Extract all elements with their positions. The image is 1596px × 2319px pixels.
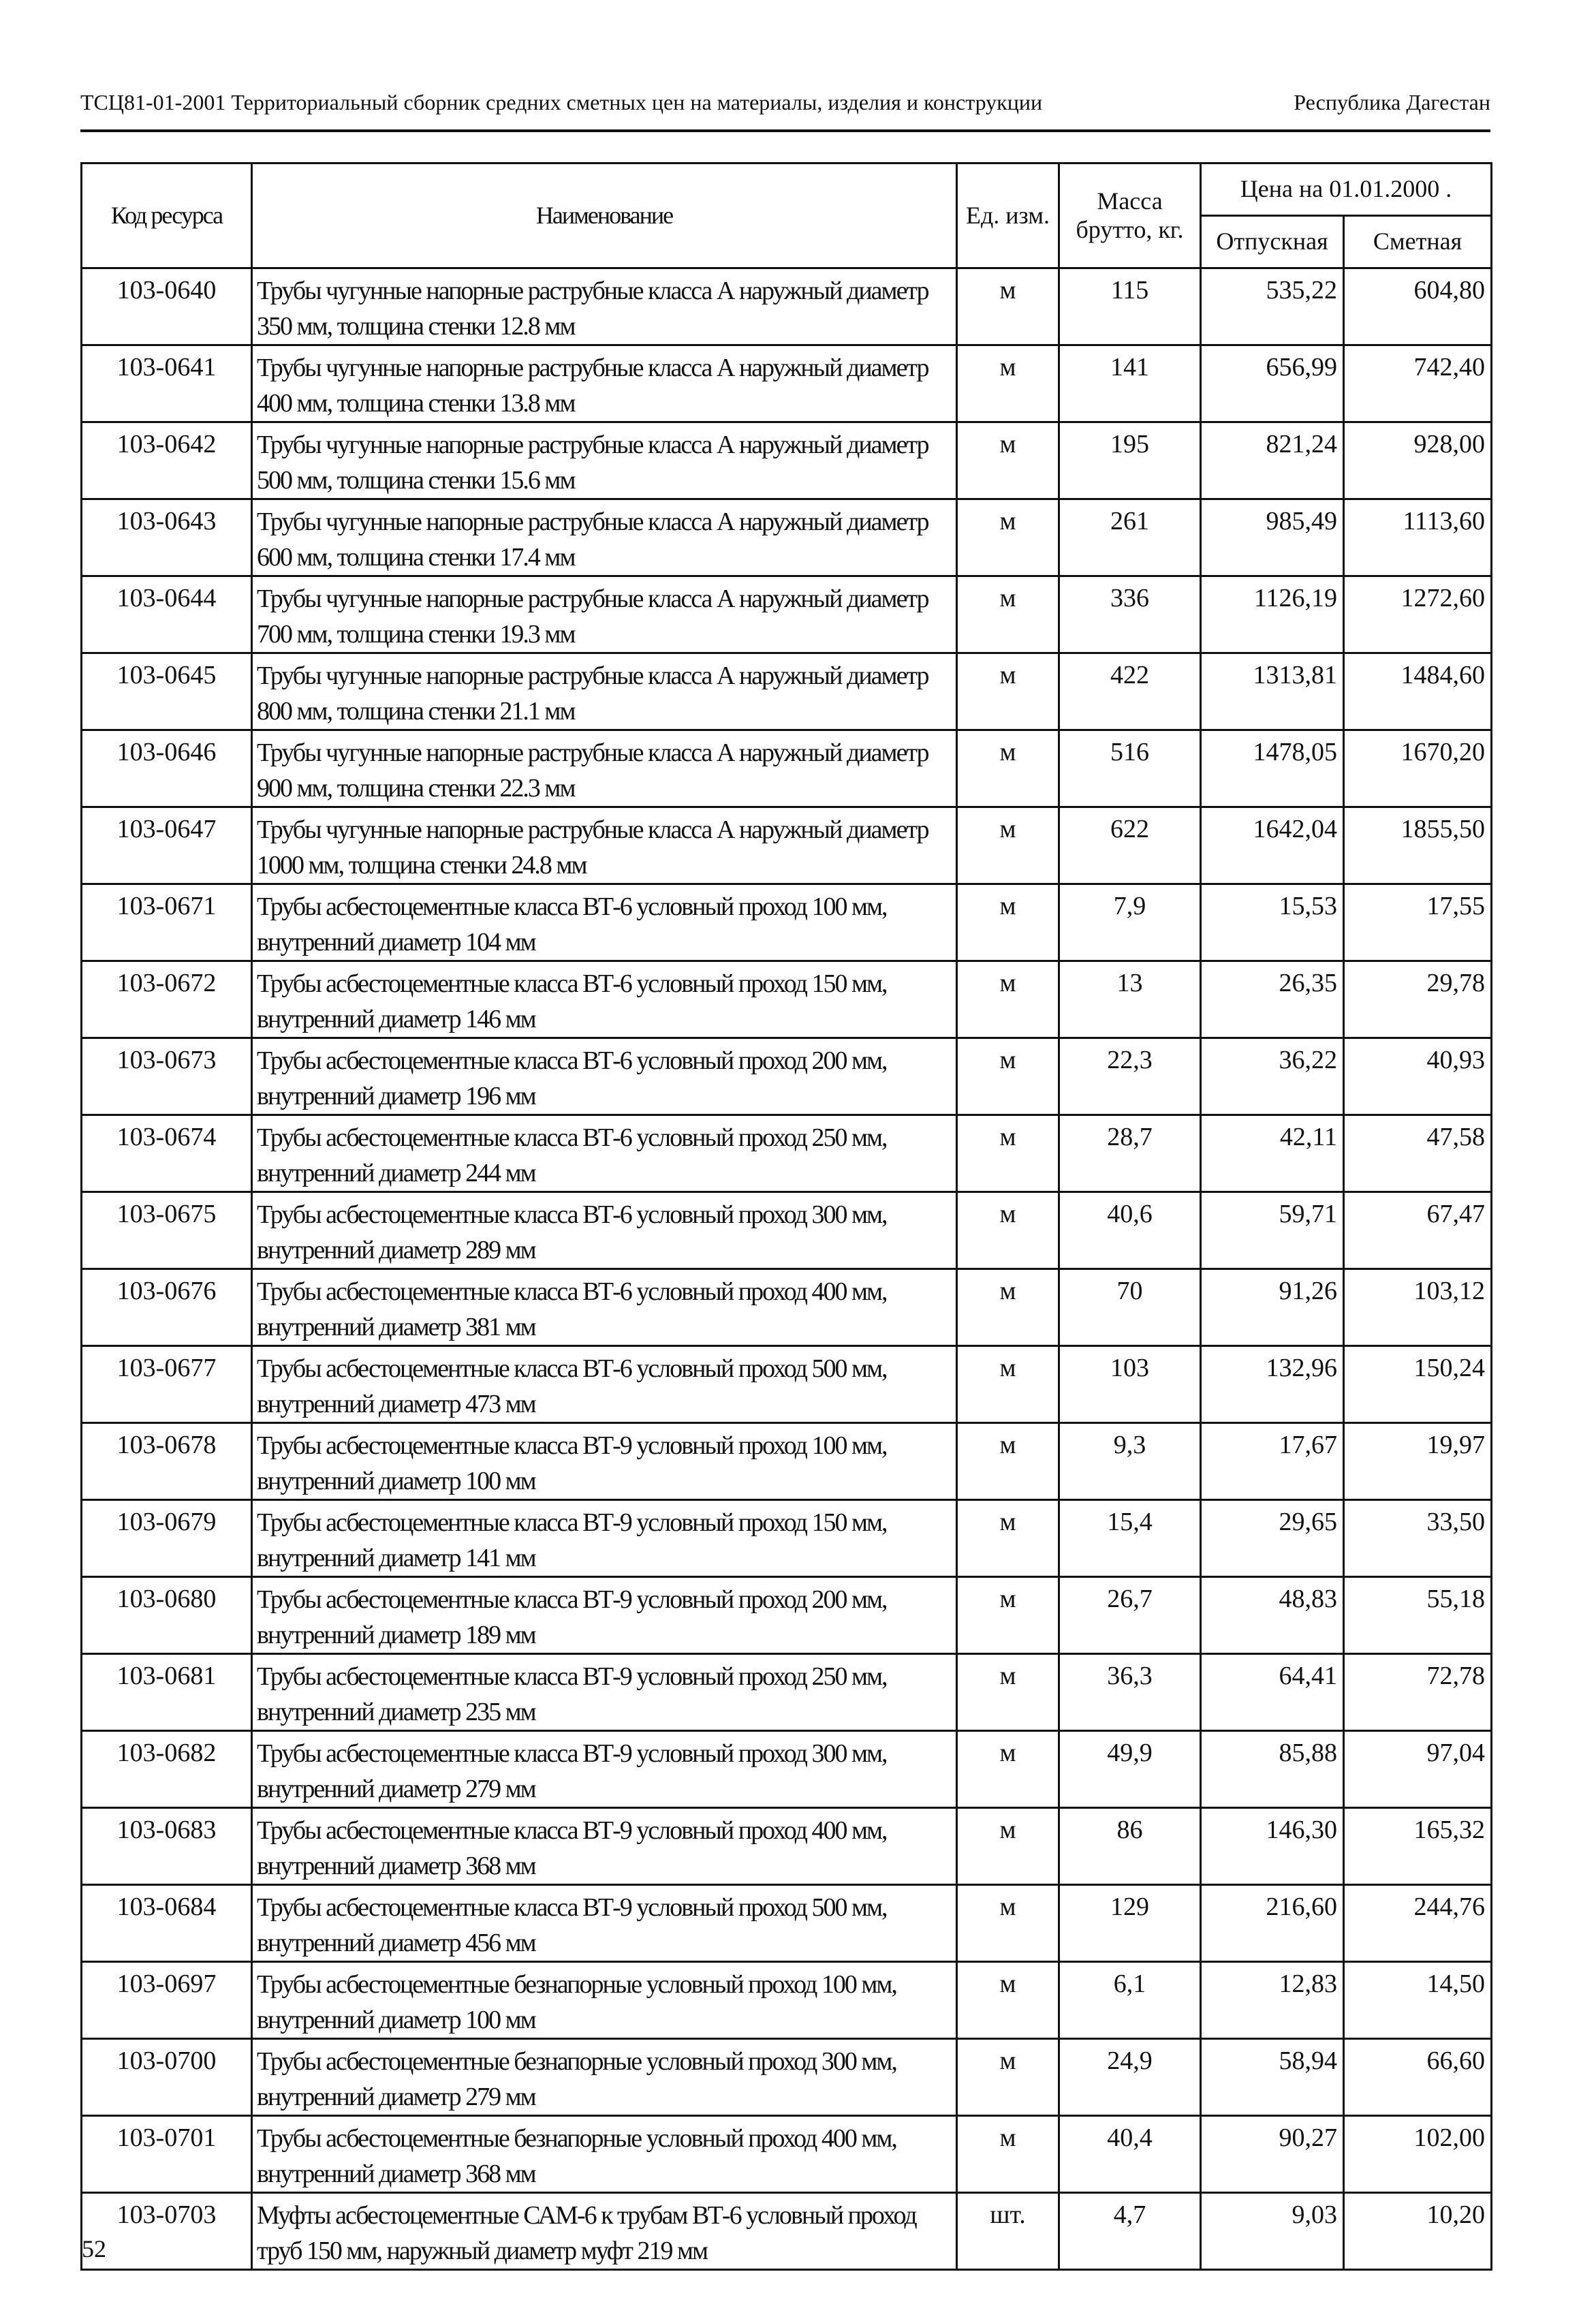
row-mass: 195 xyxy=(1059,422,1201,499)
row-mass: 6,1 xyxy=(1059,1962,1201,2039)
row-name: Трубы чугунные напорные раструбные класса А наружный диаметр 1000 мм, толщина стенки 24.8 мм xyxy=(252,807,957,884)
row-unit: м xyxy=(957,961,1059,1038)
row-name: Трубы асбестоцементные класса ВТ-6 условный проход 300 мм, внутренний диаметр 289 мм xyxy=(252,1192,957,1269)
table-row xyxy=(82,961,1492,1038)
row-code: 103-0647 xyxy=(82,807,252,884)
row-code: 103-0641 xyxy=(82,345,252,422)
row-estimate-price: 66,60 xyxy=(1344,2039,1492,2116)
row-mass: 516 xyxy=(1059,730,1201,807)
row-unit: м xyxy=(957,1654,1059,1731)
row-mass: 40,6 xyxy=(1059,1192,1201,1269)
row-release-price: 64,41 xyxy=(1201,1654,1344,1731)
row-estimate-price: 97,04 xyxy=(1344,1731,1492,1808)
row-release-price: 1126,19 xyxy=(1201,576,1344,653)
table-row xyxy=(82,1577,1492,1654)
row-code: 103-0684 xyxy=(82,1885,252,1962)
table-row xyxy=(82,807,1492,884)
collection-title: ТСЦ81-01-2001 Территориальный сборник средних сметных цен на материалы, изделия и конструкции xyxy=(80,90,1043,114)
row-unit: м xyxy=(957,884,1059,961)
row-unit: м xyxy=(957,1346,1059,1423)
table-row xyxy=(82,1423,1492,1500)
table-row xyxy=(82,884,1492,961)
row-estimate-price: 47,58 xyxy=(1344,1115,1492,1192)
row-release-price: 1313,81 xyxy=(1201,653,1344,730)
row-code: 103-0679 xyxy=(82,1500,252,1577)
row-name: Трубы асбестоцементные класса ВТ-9 условный проход 500 мм, внутренний диаметр 456 мм xyxy=(252,1885,957,1962)
page-header xyxy=(80,90,1490,115)
row-mass: 22,3 xyxy=(1059,1038,1201,1115)
row-name: Трубы асбестоцементные безнапорные условный проход 300 мм, внутренний диаметр 279 мм xyxy=(252,2039,957,2116)
row-name: Трубы чугунные напорные раструбные класса А наружный диаметр 350 мм, толщина стенки 12.8 мм xyxy=(252,268,957,345)
row-code: 103-0703 xyxy=(82,2193,252,2270)
row-code: 103-0645 xyxy=(82,653,252,730)
page-number: 52 xyxy=(82,2235,106,2262)
row-unit: м xyxy=(957,653,1059,730)
row-mass: 7,9 xyxy=(1059,884,1201,961)
row-name: Трубы асбестоцементные класса ВТ-6 условный проход 400 мм, внутренний диаметр 381 мм xyxy=(252,1269,957,1346)
row-release-price: 91,26 xyxy=(1201,1269,1344,1346)
header-unit: Ед. изм. xyxy=(957,164,1059,268)
row-unit: м xyxy=(957,576,1059,653)
row-unit: шт. xyxy=(957,2193,1059,2270)
row-code: 103-0676 xyxy=(82,1269,252,1346)
row-code: 103-0671 xyxy=(82,884,252,961)
row-name: Трубы асбестоцементные класса ВТ-9 условный проход 300 мм, внутренний диаметр 279 мм xyxy=(252,1731,957,1808)
row-mass: 622 xyxy=(1059,807,1201,884)
row-release-price: 1478,05 xyxy=(1201,730,1344,807)
row-estimate-price: 72,78 xyxy=(1344,1654,1492,1731)
row-code: 103-0678 xyxy=(82,1423,252,1500)
row-release-price: 29,65 xyxy=(1201,1500,1344,1577)
table-row xyxy=(82,1885,1492,1962)
row-release-price: 90,27 xyxy=(1201,2116,1344,2193)
table-row xyxy=(82,1808,1492,1885)
row-mass: 40,4 xyxy=(1059,2116,1201,2193)
table-row xyxy=(82,268,1492,345)
table-row xyxy=(82,2193,1492,2270)
row-release-price: 42,11 xyxy=(1201,1115,1344,1192)
row-estimate-price: 17,55 xyxy=(1344,884,1492,961)
row-release-price: 9,03 xyxy=(1201,2193,1344,2270)
table-row xyxy=(82,2116,1492,2193)
row-estimate-price: 40,93 xyxy=(1344,1038,1492,1115)
row-name: Трубы асбестоцементные класса ВТ-9 условный проход 150 мм, внутренний диаметр 141 мм xyxy=(252,1500,957,1577)
row-name: Трубы асбестоцементные класса ВТ-9 условный проход 400 мм, внутренний диаметр 368 мм xyxy=(252,1808,957,1885)
header-divider xyxy=(80,129,1490,132)
table-row xyxy=(82,1731,1492,1808)
row-mass: 422 xyxy=(1059,653,1201,730)
table-row xyxy=(82,1115,1492,1192)
header-code: Код ресурса xyxy=(82,164,252,268)
row-estimate-price: 742,40 xyxy=(1344,345,1492,422)
row-estimate-price: 33,50 xyxy=(1344,1500,1492,1577)
row-unit: м xyxy=(957,730,1059,807)
row-estimate-price: 55,18 xyxy=(1344,1577,1492,1654)
row-code: 103-0682 xyxy=(82,1731,252,1808)
table-row xyxy=(82,1962,1492,2039)
row-name: Трубы чугунные напорные раструбные класса А наружный диаметр 700 мм, толщина стенки 19.3 мм xyxy=(252,576,957,653)
table-row xyxy=(82,653,1492,730)
row-code: 103-0681 xyxy=(82,1654,252,1731)
row-release-price: 58,94 xyxy=(1201,2039,1344,2116)
row-mass: 26,7 xyxy=(1059,1577,1201,1654)
row-release-price: 535,22 xyxy=(1201,268,1344,345)
row-unit: м xyxy=(957,345,1059,422)
row-release-price: 656,99 xyxy=(1201,345,1344,422)
row-estimate-price: 150,24 xyxy=(1344,1346,1492,1423)
row-unit: м xyxy=(957,2116,1059,2193)
row-estimate-price: 1670,20 xyxy=(1344,730,1492,807)
row-code: 103-0697 xyxy=(82,1962,252,2039)
row-release-price: 85,88 xyxy=(1201,1731,1344,1808)
row-unit: м xyxy=(957,1038,1059,1115)
row-release-price: 146,30 xyxy=(1201,1808,1344,1885)
row-mass: 261 xyxy=(1059,499,1201,576)
row-mass: 24,9 xyxy=(1059,2039,1201,2116)
table-row xyxy=(82,576,1492,653)
row-unit: м xyxy=(957,1577,1059,1654)
row-estimate-price: 244,76 xyxy=(1344,1885,1492,1962)
row-release-price: 26,35 xyxy=(1201,961,1344,1038)
row-unit: м xyxy=(957,1423,1059,1500)
row-unit: м xyxy=(957,1500,1059,1577)
row-name: Трубы асбестоцементные класса ВТ-6 условный проход 250 мм, внутренний диаметр 244 мм xyxy=(252,1115,957,1192)
row-mass: 336 xyxy=(1059,576,1201,653)
row-unit: м xyxy=(957,1808,1059,1885)
row-code: 103-0673 xyxy=(82,1038,252,1115)
table-row xyxy=(82,1269,1492,1346)
row-mass: 86 xyxy=(1059,1808,1201,1885)
table-row xyxy=(82,345,1492,422)
table-row xyxy=(82,1500,1492,1577)
region-name: Республика Дагестан xyxy=(1294,90,1490,114)
row-name: Трубы чугунные напорные раструбные класса А наружный диаметр 900 мм, толщина стенки 22.3 мм xyxy=(252,730,957,807)
row-mass: 103 xyxy=(1059,1346,1201,1423)
row-unit: м xyxy=(957,2039,1059,2116)
row-estimate-price: 19,97 xyxy=(1344,1423,1492,1500)
row-release-price: 59,71 xyxy=(1201,1192,1344,1269)
row-mass: 129 xyxy=(1059,1885,1201,1962)
row-code: 103-0680 xyxy=(82,1577,252,1654)
row-release-price: 216,60 xyxy=(1201,1885,1344,1962)
row-estimate-price: 67,47 xyxy=(1344,1192,1492,1269)
row-mass: 49,9 xyxy=(1059,1731,1201,1808)
row-release-price: 132,96 xyxy=(1201,1346,1344,1423)
table-row xyxy=(82,2039,1492,2116)
table-row xyxy=(82,1346,1492,1423)
header-price-date: Цена на 01.01.2000 . xyxy=(1201,164,1492,216)
row-mass: 115 xyxy=(1059,268,1201,345)
table-row xyxy=(82,730,1492,807)
table-body xyxy=(82,268,1492,2270)
row-estimate-price: 103,12 xyxy=(1344,1269,1492,1346)
row-estimate-price: 10,20 xyxy=(1344,2193,1492,2270)
row-code: 103-0677 xyxy=(82,1346,252,1423)
table-row xyxy=(82,499,1492,576)
price-table xyxy=(80,162,1492,2271)
row-release-price: 12,83 xyxy=(1201,1962,1344,2039)
row-unit: м xyxy=(957,268,1059,345)
row-unit: м xyxy=(957,1962,1059,2039)
row-name: Трубы асбестоцементные класса ВТ-6 условный проход 200 мм, внутренний диаметр 196 мм xyxy=(252,1038,957,1115)
row-estimate-price: 1272,60 xyxy=(1344,576,1492,653)
row-name: Трубы асбестоцементные класса ВТ-6 условный проход 100 мм, внутренний диаметр 104 мм xyxy=(252,884,957,961)
row-estimate-price: 1855,50 xyxy=(1344,807,1492,884)
row-name: Трубы асбестоцементные безнапорные условный проход 100 мм, внутренний диаметр 100 мм xyxy=(252,1962,957,2039)
row-name: Трубы асбестоцементные класса ВТ-9 условный проход 100 мм, внутренний диаметр 100 мм xyxy=(252,1423,957,1500)
row-unit: м xyxy=(957,1731,1059,1808)
row-unit: м xyxy=(957,1115,1059,1192)
row-estimate-price: 604,80 xyxy=(1344,268,1492,345)
row-release-price: 17,67 xyxy=(1201,1423,1344,1500)
row-name: Трубы асбестоцементные класса ВТ-9 условный проход 250 мм, внутренний диаметр 235 мм xyxy=(252,1654,957,1731)
header-release-price: Отпускная xyxy=(1201,216,1344,268)
row-name: Трубы асбестоцементные класса ВТ-9 условный проход 200 мм, внутренний диаметр 189 мм xyxy=(252,1577,957,1654)
row-unit: м xyxy=(957,422,1059,499)
table-row xyxy=(82,1654,1492,1731)
row-code: 103-0700 xyxy=(82,2039,252,2116)
header-estimate-price: Сметная xyxy=(1344,216,1492,268)
row-code: 103-0643 xyxy=(82,499,252,576)
row-mass: 141 xyxy=(1059,345,1201,422)
row-release-price: 1642,04 xyxy=(1201,807,1344,884)
row-code: 103-0642 xyxy=(82,422,252,499)
row-code: 103-0683 xyxy=(82,1808,252,1885)
row-name: Трубы чугунные напорные раструбные класса А наружный диаметр 600 мм, толщина стенки 17.4 мм xyxy=(252,499,957,576)
row-name: Трубы асбестоцементные класса ВТ-6 условный проход 150 мм, внутренний диаметр 146 мм xyxy=(252,961,957,1038)
row-code: 103-0644 xyxy=(82,576,252,653)
header-mass: Масса брутто, кг. xyxy=(1059,164,1201,268)
table-row xyxy=(82,1192,1492,1269)
row-estimate-price: 165,32 xyxy=(1344,1808,1492,1885)
row-estimate-price: 1484,60 xyxy=(1344,653,1492,730)
row-name: Трубы чугунные напорные раструбные класса А наружный диаметр 400 мм, толщина стенки 13.8 мм xyxy=(252,345,957,422)
row-code: 103-0675 xyxy=(82,1192,252,1269)
table-header-row xyxy=(82,164,1492,216)
row-release-price: 36,22 xyxy=(1201,1038,1344,1115)
row-estimate-price: 102,00 xyxy=(1344,2116,1492,2193)
row-name: Трубы асбестоцементные безнапорные условный проход 400 мм, внутренний диаметр 368 мм xyxy=(252,2116,957,2193)
row-mass: 13 xyxy=(1059,961,1201,1038)
row-code: 103-0701 xyxy=(82,2116,252,2193)
row-estimate-price: 29,78 xyxy=(1344,961,1492,1038)
table-row xyxy=(82,1038,1492,1115)
row-release-price: 985,49 xyxy=(1201,499,1344,576)
row-code: 103-0674 xyxy=(82,1115,252,1192)
row-release-price: 15,53 xyxy=(1201,884,1344,961)
row-name: Трубы асбестоцементные класса ВТ-6 условный проход 500 мм, внутренний диаметр 473 мм xyxy=(252,1346,957,1423)
row-name: Трубы чугунные напорные раструбные класса А наружный диаметр 500 мм, толщина стенки 15.6 мм xyxy=(252,422,957,499)
row-unit: м xyxy=(957,807,1059,884)
row-unit: м xyxy=(957,1269,1059,1346)
row-mass: 4,7 xyxy=(1059,2193,1201,2270)
table-row xyxy=(82,422,1492,499)
row-estimate-price: 1113,60 xyxy=(1344,499,1492,576)
row-mass: 15,4 xyxy=(1059,1500,1201,1577)
row-code: 103-0646 xyxy=(82,730,252,807)
row-mass: 9,3 xyxy=(1059,1423,1201,1500)
row-name: Трубы чугунные напорные раструбные класса А наружный диаметр 800 мм, толщина стенки 21.1 мм xyxy=(252,653,957,730)
row-mass: 28,7 xyxy=(1059,1115,1201,1192)
row-release-price: 48,83 xyxy=(1201,1577,1344,1654)
row-mass: 36,3 xyxy=(1059,1654,1201,1731)
row-mass: 70 xyxy=(1059,1269,1201,1346)
row-name: Муфты асбестоцементные САМ-6 к трубам ВТ-6 условный проход труб 150 мм, наружный диаметр муфт 219 мм xyxy=(252,2193,957,2270)
row-estimate-price: 928,00 xyxy=(1344,422,1492,499)
row-unit: м xyxy=(957,1192,1059,1269)
row-unit: м xyxy=(957,1885,1059,1962)
row-unit: м xyxy=(957,499,1059,576)
row-code: 103-0672 xyxy=(82,961,252,1038)
row-code: 103-0640 xyxy=(82,268,252,345)
header-name: Наименование xyxy=(252,164,957,268)
row-release-price: 821,24 xyxy=(1201,422,1344,499)
row-estimate-price: 14,50 xyxy=(1344,1962,1492,2039)
